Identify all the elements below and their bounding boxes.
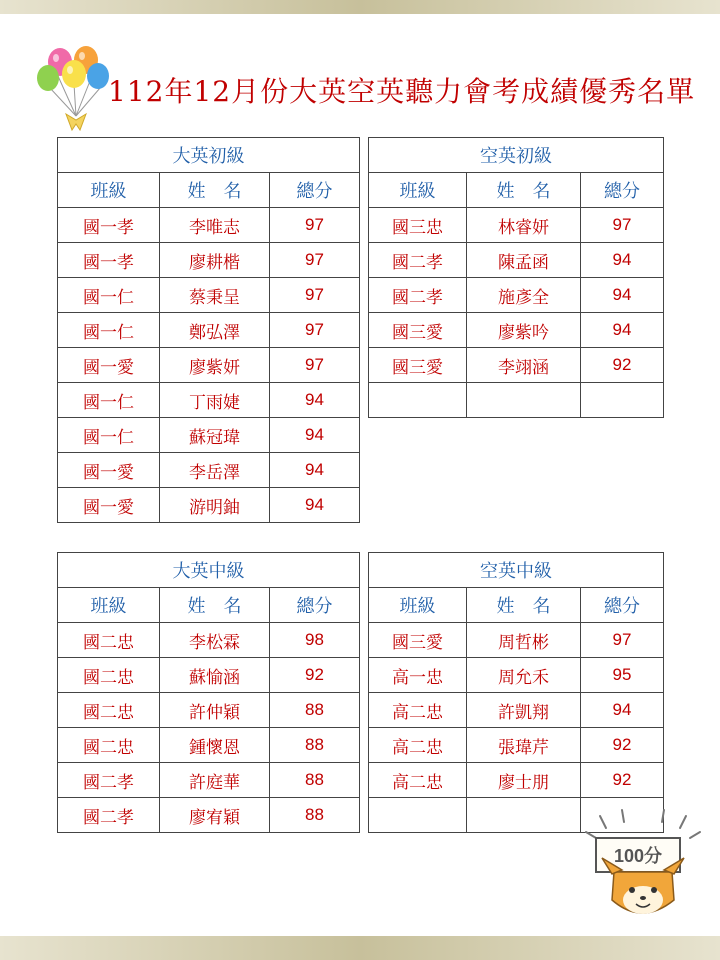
name-cell: 蘇愉涵: [160, 658, 270, 693]
class-cell: 國一仁: [58, 278, 160, 313]
score-cell: 88: [270, 728, 360, 763]
class-cell: 國二孝: [58, 798, 160, 833]
score-cell: [581, 383, 664, 418]
column-header-class: 班級: [369, 173, 467, 208]
name-cell: 施彥全: [467, 278, 581, 313]
score-cell: 97: [581, 208, 664, 243]
table-row: [369, 348, 664, 383]
score-cell: 92: [581, 728, 664, 763]
score-cell: 88: [270, 763, 360, 798]
class-cell: 國二忠: [58, 658, 160, 693]
name-cell: 蔡秉呈: [160, 278, 270, 313]
column-header-class: 班級: [58, 173, 160, 208]
name-cell: 許庭華: [160, 763, 270, 798]
score-cell: 94: [270, 453, 360, 488]
class-cell: [369, 798, 467, 833]
balloons-icon: [36, 44, 112, 136]
name-cell: 李翊涵: [467, 348, 581, 383]
class-cell: 國一愛: [58, 348, 160, 383]
score-cell: 95: [581, 658, 664, 693]
score-cell: 92: [270, 658, 360, 693]
table-title: 大英中級: [58, 553, 360, 588]
score-cell: 92: [581, 763, 664, 798]
score-cell: 88: [270, 693, 360, 728]
table-row: [58, 658, 360, 693]
name-cell: 許仲穎: [160, 693, 270, 728]
mascot-sign-text: 100分: [613, 846, 663, 866]
table-title: 空英初級: [369, 138, 664, 173]
name-cell: 張瑋芹: [467, 728, 581, 763]
class-cell: 國一仁: [58, 383, 160, 418]
table-row: [58, 763, 360, 798]
top-decorative-band: [0, 0, 720, 14]
name-cell: [467, 383, 581, 418]
class-cell: 國二忠: [58, 693, 160, 728]
table-row: [369, 693, 664, 728]
table-row: [58, 728, 360, 763]
table-title: 大英初級: [58, 138, 360, 173]
name-cell: 廖宥穎: [160, 798, 270, 833]
name-cell: [467, 798, 581, 833]
table-row: [58, 278, 360, 313]
table-row: [58, 453, 360, 488]
name-cell: 鄭弘澤: [160, 313, 270, 348]
name-cell: 鍾懷恩: [160, 728, 270, 763]
table-row: [58, 383, 360, 418]
column-header-score: 總分: [270, 173, 360, 208]
table-row: [369, 313, 664, 348]
name-cell: 蘇冠瑋: [160, 418, 270, 453]
class-cell: 國二忠: [58, 623, 160, 658]
class-cell: 國一孝: [58, 208, 160, 243]
name-cell: 游明鈾: [160, 488, 270, 523]
name-cell: 林睿妍: [467, 208, 581, 243]
name-cell: 李松霖: [160, 623, 270, 658]
class-cell: 國三愛: [369, 313, 467, 348]
table-row: [58, 348, 360, 383]
column-header-score: 總分: [270, 588, 360, 623]
class-cell: 高二忠: [369, 693, 467, 728]
name-cell: 周允禾: [467, 658, 581, 693]
score-cell: 94: [270, 488, 360, 523]
class-cell: 國三愛: [369, 348, 467, 383]
table-kongyin-intermediate: [368, 552, 664, 833]
table-row: [369, 763, 664, 798]
class-cell: 高二忠: [369, 763, 467, 798]
score-cell: 94: [270, 418, 360, 453]
table-title: 空英中級: [369, 553, 664, 588]
name-cell: 陳孟函: [467, 243, 581, 278]
column-header-class: 班級: [369, 588, 467, 623]
class-cell: 國二孝: [58, 763, 160, 798]
fox-mascot-icon: [578, 808, 708, 932]
table-row: [58, 488, 360, 523]
column-header-score: 總分: [581, 173, 664, 208]
column-header-class: 班級: [58, 588, 160, 623]
name-cell: 李岳澤: [160, 453, 270, 488]
score-cell: 92: [581, 348, 664, 383]
score-cell: 94: [581, 313, 664, 348]
table-row: [58, 798, 360, 833]
table-row: [369, 623, 664, 658]
name-cell: 廖士朋: [467, 763, 581, 798]
table-row: [58, 623, 360, 658]
name-cell: 廖紫妍: [160, 348, 270, 383]
score-cell: 97: [270, 278, 360, 313]
column-header-name: 姓 名: [160, 173, 270, 208]
table-row: [58, 693, 360, 728]
class-cell: 國一孝: [58, 243, 160, 278]
class-cell: 高一忠: [369, 658, 467, 693]
class-cell: 國二孝: [369, 243, 467, 278]
table-row: [369, 243, 664, 278]
name-cell: 丁雨婕: [160, 383, 270, 418]
score-cell: 88: [270, 798, 360, 833]
name-cell: 許凱翔: [467, 693, 581, 728]
score-cell: 97: [581, 623, 664, 658]
class-cell: 國三忠: [369, 208, 467, 243]
score-cell: 94: [270, 383, 360, 418]
table-row: [58, 208, 360, 243]
class-cell: 國二忠: [58, 728, 160, 763]
score-cell: 94: [581, 243, 664, 278]
column-header-score: 總分: [581, 588, 664, 623]
table-row-empty: [369, 383, 664, 418]
table-row: [58, 243, 360, 278]
class-cell: 國一愛: [58, 488, 160, 523]
score-cell: 94: [581, 693, 664, 728]
name-cell: 李唯志: [160, 208, 270, 243]
class-cell: 高二忠: [369, 728, 467, 763]
class-cell: [369, 383, 467, 418]
table-row: [369, 278, 664, 313]
score-cell: 97: [270, 208, 360, 243]
table-row: [58, 418, 360, 453]
class-cell: 國一仁: [58, 418, 160, 453]
table-dayin-beginner: [57, 137, 360, 523]
bottom-decorative-band: [0, 936, 720, 960]
name-cell: 周哲彬: [467, 623, 581, 658]
table-row: [369, 208, 664, 243]
column-header-name: 姓 名: [160, 588, 270, 623]
page-title: 112年12月份大英空英聽力會考成績優秀名單: [108, 75, 696, 108]
name-cell: 廖紫吟: [467, 313, 581, 348]
score-cell: 97: [270, 348, 360, 383]
column-header-name: 姓 名: [467, 588, 581, 623]
score-cell: 94: [581, 278, 664, 313]
table-row: [369, 658, 664, 693]
table-row: [58, 313, 360, 348]
score-cell: 97: [270, 243, 360, 278]
table-kongyin-beginner: [368, 137, 664, 418]
class-cell: 國一愛: [58, 453, 160, 488]
score-cell: 98: [270, 623, 360, 658]
table-dayin-intermediate: [57, 552, 360, 833]
score-cell: 97: [270, 313, 360, 348]
class-cell: 國二孝: [369, 278, 467, 313]
class-cell: 國一仁: [58, 313, 160, 348]
name-cell: 廖耕楷: [160, 243, 270, 278]
column-header-name: 姓 名: [467, 173, 581, 208]
class-cell: 國三愛: [369, 623, 467, 658]
table-row: [369, 728, 664, 763]
